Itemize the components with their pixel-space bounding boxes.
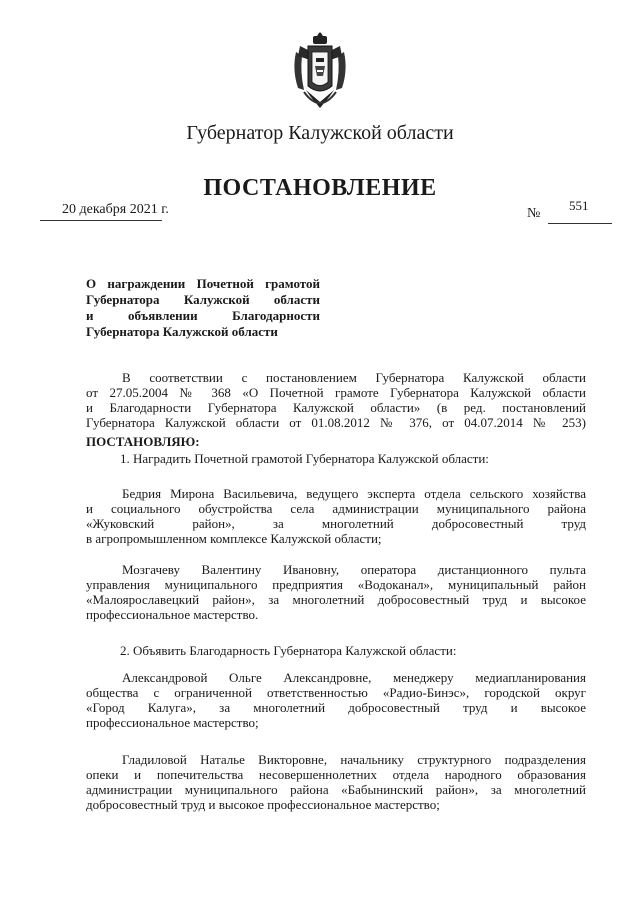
paragraph-line: «Малоярославецкий район», за многолетний добросовестный труд и высокое xyxy=(86,592,586,607)
paragraph-line: в агропромышленном комплексе Калужской области; xyxy=(86,531,382,546)
decree-word: ПОСТАНОВЛЯЮ: xyxy=(86,434,200,449)
subject-line: Губернатора Калужской области xyxy=(86,292,320,307)
item-1-heading: 1. Наградить Почетной грамотой Губернатора Калужской области: xyxy=(120,451,489,466)
paragraph-line: и социального обустройства села администрации муниципального района xyxy=(86,501,586,516)
item-2-heading: 2. Объявить Благодарность Губернатора Калужской области: xyxy=(120,643,457,658)
paragraph-line: от 27.05.2004 № 368 «О Почетной грамоте Губернатора Калужской области xyxy=(86,385,586,400)
thanks-paragraph-2 xyxy=(86,752,586,812)
paragraph-line: Бедрия Мирона Васильевича, ведущего эксперта отдела сельского хозяйства xyxy=(122,486,586,501)
number-label: № xyxy=(527,206,541,221)
paragraph-line: общества с ограниченной ответственностью «Радио-Бинэс», городской округ xyxy=(86,685,586,700)
coat-of-arms-emblem xyxy=(290,30,350,114)
document-subject xyxy=(86,276,320,340)
subject-line: О награждении Почетной грамотой xyxy=(86,276,320,291)
award-paragraph-2 xyxy=(86,562,586,622)
date-underline xyxy=(40,220,162,221)
paragraph-line: Мозгачеву Валентину Ивановну, оператора дистанционного пульта xyxy=(122,562,586,577)
subject-line: и объявлении Благодарности xyxy=(86,308,320,323)
paragraph-line: Гладиловой Наталье Викторовне, начальнику структурного подразделения xyxy=(122,752,586,767)
paragraph-line: Губернатора Калужской области от 01.08.2012 № 376, от 04.07.2014 № 253) xyxy=(86,415,586,430)
paragraph-line: добросовестный труд и высокое профессиональное мастерство; xyxy=(86,797,440,812)
paragraph-line: и Благодарности Губернатора Калужской области» (в ред. постановлений xyxy=(86,400,586,415)
document-type-heading: ПОСТАНОВЛЕНИЕ xyxy=(203,175,437,201)
document-date: 20 декабря 2021 г. xyxy=(62,202,169,217)
document-number: 551 xyxy=(569,198,589,213)
award-paragraph-1 xyxy=(86,486,586,546)
number-underline xyxy=(548,223,612,224)
governor-title: Губернатор Калужской области xyxy=(186,122,454,144)
paragraph-line: профессиональное мастерство; xyxy=(86,715,259,730)
preamble-paragraph xyxy=(86,370,586,430)
paragraph-line: «Жуковский район», за многолетний добросовестный труд xyxy=(86,516,586,531)
paragraph-line: В соответствии с постановлением Губернатора Калужской области xyxy=(122,370,586,385)
paragraph-line: управления муниципального предприятия «Водоканал», муниципальный район xyxy=(86,577,586,592)
paragraph-line: Александровой Ольге Александровне, менеджеру медиапланирования xyxy=(122,670,586,685)
paragraph-line: профессиональное мастерство. xyxy=(86,607,259,622)
paragraph-line: «Город Калуга», за многолетний добросовестный труд и высокое xyxy=(86,700,586,715)
paragraph-line: администрации муниципального района «Бабынинский район», за многолетний xyxy=(86,782,586,797)
subject-line: Губернатора Калужской области xyxy=(86,324,278,339)
paragraph-line: опеки и попечительства несовершеннолетних отдела народного образования xyxy=(86,767,586,782)
thanks-paragraph-1 xyxy=(86,670,586,730)
